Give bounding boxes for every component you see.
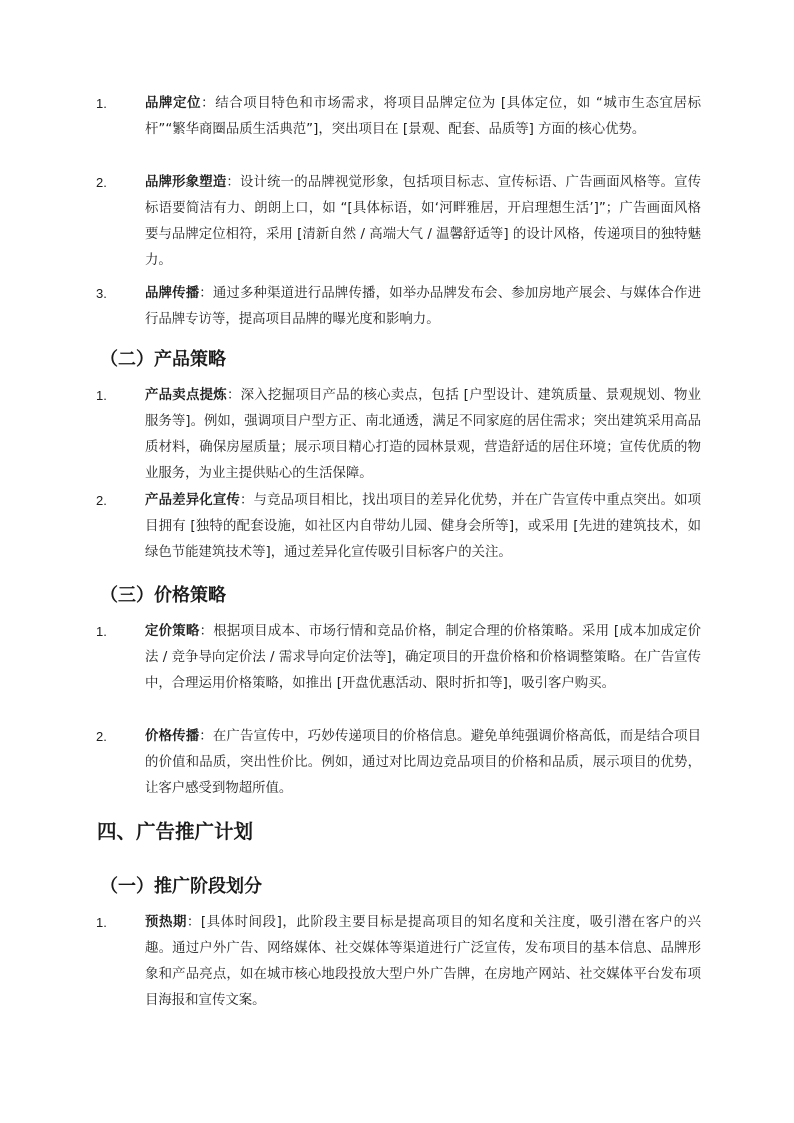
list-number: 2. bbox=[96, 729, 107, 744]
section-heading-stages: （一）推广阶段划分 bbox=[100, 876, 262, 897]
price-strategy-list bbox=[0, 619, 794, 803]
list-item-text bbox=[145, 91, 701, 143]
brand-strategy-list bbox=[0, 91, 794, 336]
section-heading-price: （三）价格策略 bbox=[100, 585, 226, 606]
item-separator: ： bbox=[199, 729, 213, 744]
item-term: 品牌定位 bbox=[145, 96, 202, 111]
list-number: 1. bbox=[96, 624, 107, 639]
list-item-text bbox=[145, 724, 701, 802]
list-item-text bbox=[145, 383, 701, 487]
list-number: 2. bbox=[96, 493, 107, 508]
product-strategy-list bbox=[0, 383, 794, 567]
list-item-text bbox=[145, 619, 701, 697]
item-description: [具体时间段]，此阶段主要目标是提高项目的知名度和关注度，吸引潜在客户的兴趣。通过户外广告、网络媒体、社交媒体等渠道进行广泛宣传，发布项目的基本信息、品牌形象和产品亮点，如在城市核心地段投放大型户外广告牌，在房地产网站、社交媒体平台发布项目海报和宣传文案。 bbox=[145, 915, 702, 1008]
item-term: 品牌传播 bbox=[145, 286, 200, 301]
list-item bbox=[0, 910, 794, 1015]
list-item bbox=[0, 91, 794, 170]
list-item bbox=[0, 619, 794, 724]
list-number: 1. bbox=[96, 96, 107, 111]
item-separator: ： bbox=[226, 175, 240, 190]
promotion-stage-list bbox=[0, 910, 794, 1015]
list-item bbox=[0, 383, 794, 488]
list-item bbox=[0, 724, 794, 803]
list-number: 1. bbox=[96, 388, 107, 403]
list-number: 3. bbox=[96, 286, 107, 301]
item-description: 通过多种渠道进行品牌传播，如举办品牌发布会、参加房地产展会、与媒体合作进行品牌专访等，提高项目品牌的曝光度和影响力。 bbox=[145, 286, 702, 327]
item-term: 品牌形象塑造 bbox=[145, 175, 227, 190]
list-item bbox=[0, 488, 794, 567]
list-item-text bbox=[145, 170, 701, 274]
list-item bbox=[0, 170, 794, 281]
item-description: 深入挖掘项目产品的核心卖点，包括 [户型设计、建筑质量、景观规划、物业服务等]。例如，强调项目户型方正、南北通透，满足不同家庭的居住需求；突出建筑采用高品质材料，确保房屋质量；展示项目精心打造的园林景观，营造舒适的居住环境；宣传优质的物业服务，为业主提供贴心的生活保障。 bbox=[145, 388, 701, 481]
item-description: 设计统一的品牌视觉形象，包括项目标志、宣传标语、广告画面风格等。宣传标语要简洁有力、朗朗上口，如 “[具体标语，如‘河畔雅居，开启理想生活’]”；广告画面风格要与品牌定位相符，采用 [清新自然 / 高端大气 / 温馨舒适等] 的设计风格，传递项目的独特魅力。 bbox=[145, 175, 702, 268]
item-term: 价格传播 bbox=[145, 729, 200, 744]
item-separator: ： bbox=[226, 388, 241, 403]
item-description: 与竞品项目相比，找出项目的差异化优势，并在广告宣传中重点突出。如项目拥有 [独特的配套设施，如社区内自带幼儿园、健身会所等]，或采用 [先进的建筑技术，如绿色节能建筑技术等]，通过差异化宣传吸引目标客户的关注。 bbox=[145, 493, 702, 560]
section-heading-product: （二）产品策略 bbox=[100, 349, 226, 370]
item-description: 结合项目特色和市场需求，将项目品牌定位为 [具体定位，如 “城市生态宜居标杆”“繁华商圈品质生活典范”]，突出项目在 [景观、配套、品质等] 方面的核心优势。 bbox=[145, 96, 702, 137]
chapter-heading-ad-plan: 四、广告推广计划 bbox=[97, 820, 254, 843]
item-term: 预热期 bbox=[145, 915, 187, 930]
list-item-text bbox=[145, 488, 701, 566]
list-item bbox=[0, 281, 794, 336]
list-item-text bbox=[145, 910, 701, 1014]
list-number: 2. bbox=[96, 175, 107, 190]
list-number: 1. bbox=[96, 915, 107, 930]
item-separator: ： bbox=[239, 493, 254, 508]
item-term: 产品差异化宣传 bbox=[145, 493, 240, 508]
item-separator: ： bbox=[199, 624, 214, 639]
item-term: 产品卖点提炼 bbox=[145, 388, 227, 403]
item-description: 根据项目成本、市场行情和竞品价格，制定合理的价格策略。采用 [成本加成定价法 / 竞争导向定价法 / 需求导向定价法等]，确定项目的开盘价格和价格调整策略。在广告宣传中，合理运用价格策略，如推出 [开盘优惠活动、限时折扣等]，吸引客户购买。 bbox=[145, 624, 701, 691]
list-item-text bbox=[145, 281, 701, 333]
item-separator: ： bbox=[199, 286, 213, 301]
item-term: 定价策略 bbox=[145, 624, 200, 639]
item-separator: ： bbox=[201, 96, 216, 111]
item-description: 在广告宣传中，巧妙传递项目的价格信息。避免单纯强调价格高低，而是结合项目的价值和品质，突出性价比。例如，通过对比周边竞品项目的价格和品质，展示项目的优势，让客户感受到物超所值。 bbox=[145, 729, 702, 796]
item-separator: ： bbox=[186, 915, 201, 930]
